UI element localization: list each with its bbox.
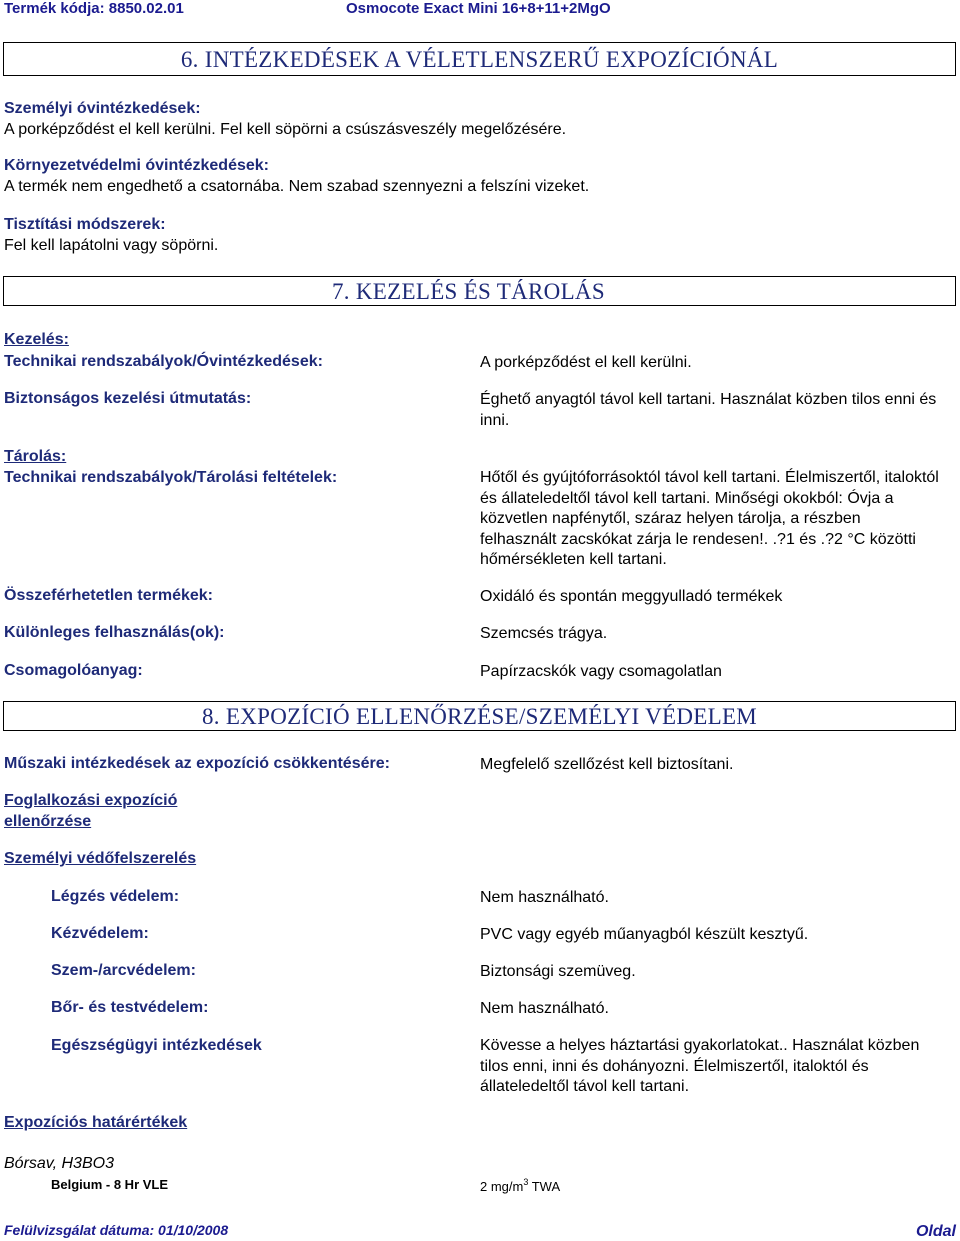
handling-technical-label: Technikai rendszabályok/Óvintézkedések: — [4, 353, 323, 370]
incompatible-products-value: Oxidáló és spontán meggyulladó termékek — [480, 588, 783, 605]
hand-protection-label: Kézvédelem: — [51, 925, 149, 942]
limit-value — [480, 1177, 560, 1194]
substance-name: Bórsav, H3BO3 — [4, 1155, 114, 1172]
safe-handling-value: Éghető anyagtól távol kell tartani. Használat közben tilos enni és inni. — [480, 391, 937, 429]
product-name: Osmocote Exact Mini 16+8+11+2MgO — [346, 0, 611, 17]
storage-heading: Tárolás: — [4, 448, 67, 465]
specific-use-label: Különleges felhasználás(ok): — [4, 624, 225, 641]
section8-title: 8. EXPOZÍCIÓ ELLENŐRZÉSE/SZEMÉLYI VÉDELEM — [201, 704, 758, 729]
respiratory-protection-value: Nem használható. — [480, 889, 609, 906]
engineering-measures-value: Megfelelő szellőzést kell biztosítani. — [480, 756, 734, 773]
limit-value-main: 2 mg/m — [480, 1179, 524, 1194]
cleaning-methods-text: Fel kell lapátolni vagy söpörni. — [4, 237, 219, 254]
limit-value-tail: TWA — [528, 1179, 561, 1194]
section7-title: 7. KEZELÉS ÉS TÁROLÁS — [332, 279, 605, 304]
exposure-limits-heading: Expozíciós határértékek — [4, 1114, 188, 1131]
skin-protection-value: Nem használható. — [480, 1000, 609, 1017]
revision-date: Felülvizsgálat dátuma: 01/10/2008 — [4, 1222, 229, 1238]
engineering-measures-label: Műszaki intézkedések az expozíció csökkentésére: — [4, 755, 390, 772]
personal-precautions-label: Személyi óvintézkedések: — [4, 100, 201, 117]
cleaning-methods-label: Tisztítási módszerek: — [4, 216, 166, 233]
occupational-exposure-label-line1: Foglalkozási expozíció — [4, 792, 178, 809]
hand-protection-value: PVC vagy egyéb műanyagból készült kesztyű. — [480, 926, 809, 943]
eye-protection-value: Biztonsági szemüveg. — [480, 963, 636, 980]
storage-technical-value: Hőtől és gyújtóforrásoktól távol kell tartani. Élelmiszertől, italoktól és állateledeltől távol kell tartani. Minőségi okokból: Óvja a közvetlen napfénytől, száraz helyen tárolja, a részben felhasznált zacskókat zárja le rendesen!. .?1 és .?2 °C közötti hőmérsékleten kell tartani. — [480, 469, 939, 568]
environmental-precautions-label: Környezetvédelmi óvintézkedések: — [4, 157, 269, 174]
section6-title-box — [3, 42, 956, 76]
specific-use-value: Szemcsés trágya. — [480, 625, 608, 642]
limit-value-superscript: 3 — [523, 1177, 529, 1187]
section6-title: 6. INTÉZKEDÉSEK A VÉLETLENSZERŰ EXPOZÍCIÓNÁL — [180, 47, 779, 72]
safe-handling-label: Biztonságos kezelési útmutatás: — [4, 390, 252, 407]
storage-technical-label: Technikai rendszabályok/Tárolási feltételek: — [4, 469, 338, 486]
occupational-exposure-label-line2: ellenőrzése — [4, 813, 92, 830]
handling-heading: Kezelés: — [4, 331, 69, 348]
personal-precautions-text: A porképződést el kell kerülni. Fel kell söpörni a csúszásveszély megelőzésére. — [4, 121, 567, 138]
environmental-precautions-text: A termék nem engedhető a csatornába. Nem szabad szennyezni a felszíni vizeket. — [4, 178, 590, 195]
product-code: Termék kódja: 8850.02.01 — [4, 0, 184, 17]
handling-technical-value: A porképződést el kell kerülni. — [480, 354, 692, 371]
section7-title-box — [3, 276, 956, 306]
ppe-heading: Személyi védőfelszerelés — [4, 850, 197, 867]
packaging-value: Papírzacskók vagy csomagolatlan — [480, 663, 722, 680]
eye-protection-label: Szem-/arcvédelem: — [51, 962, 196, 979]
hygiene-measures-value: Kövesse a helyes háztartási gyakorlatokat.. Használat közben tilos enni, inni és dohányozni. Élelmiszertől, italoktól és állateledeltől távol kell tartani. — [480, 1037, 920, 1095]
limit-country-label: Belgium - 8 Hr VLE — [51, 1177, 169, 1192]
packaging-label: Csomagolóanyag: — [4, 662, 143, 679]
incompatible-products-label: Összeférhetetlen termékek: — [4, 587, 213, 604]
respiratory-protection-label: Légzés védelem: — [51, 888, 180, 905]
skin-protection-label: Bőr- és testvédelem: — [51, 999, 209, 1016]
hygiene-measures-label: Egészségügyi intézkedések — [51, 1037, 262, 1054]
page-label: Oldal — [915, 1223, 956, 1240]
section8-title-box — [3, 701, 956, 731]
